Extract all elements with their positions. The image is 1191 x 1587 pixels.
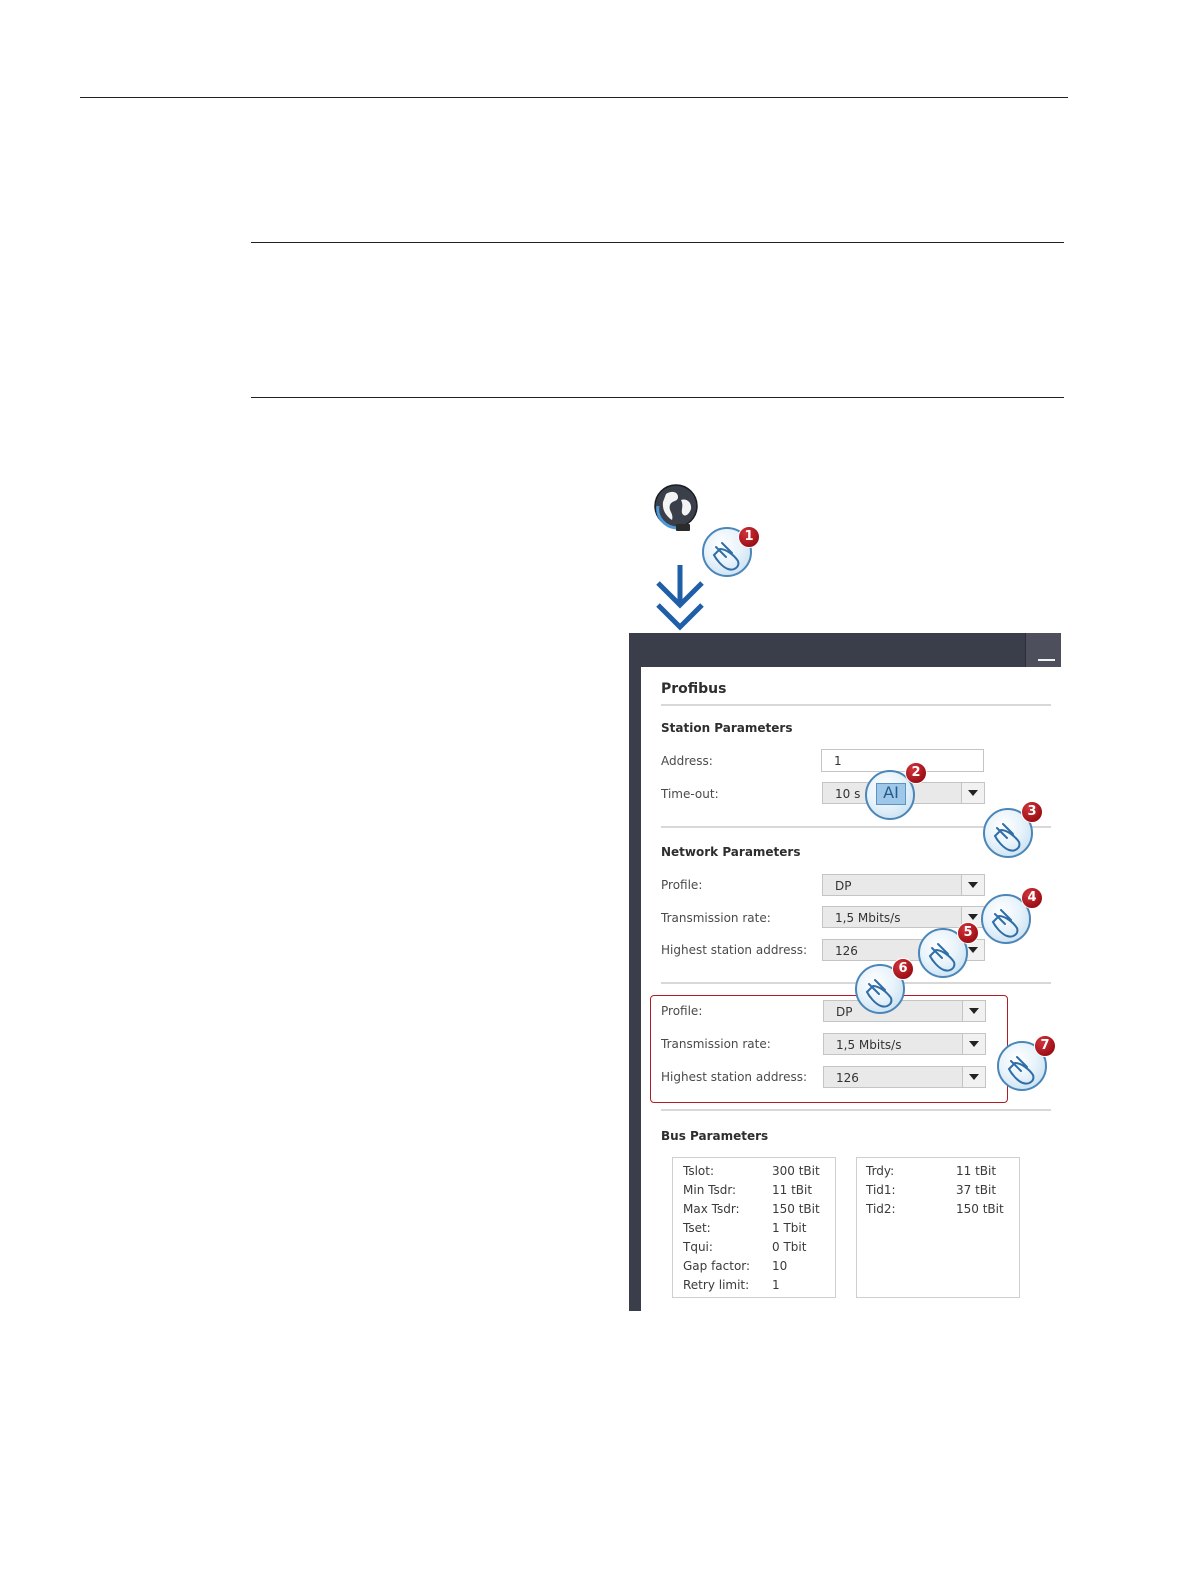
globe-network-icon[interactable]	[648, 480, 708, 540]
header-rule	[80, 97, 1068, 98]
separator	[661, 1109, 1051, 1111]
bus-parameters-heading: Bus Parameters	[661, 1129, 769, 1143]
address-input[interactable]	[821, 749, 984, 772]
bus-param-name: Tid2:	[866, 1202, 896, 1216]
bus-param-value: 37 tBit	[956, 1183, 997, 1197]
note-rule-bottom	[251, 397, 1064, 398]
address-value: 1	[834, 754, 842, 768]
bus-param-value: 150 tBit	[772, 1202, 820, 1216]
profile-dropdown-arrow[interactable]	[962, 1001, 985, 1021]
bus-param-name: Gap factor:	[683, 1259, 751, 1273]
ai-input-icon: AI	[876, 783, 906, 805]
highest-station-address-value: 126	[835, 944, 858, 958]
bus-param-name: Tqui:	[683, 1240, 713, 1254]
highest-station-address-label: Highest station address:	[661, 943, 808, 957]
transmission-rate-value: 1,5 Mbits/s	[835, 911, 901, 925]
note-rule-top	[251, 242, 1064, 243]
timeout-label: Time-out:	[661, 787, 719, 801]
bus-param-value: 0 Tbit	[772, 1240, 807, 1254]
profile-label: Profile:	[661, 1004, 703, 1018]
panel-title: Profibus	[661, 681, 727, 697]
highest-station-address-select[interactable]	[823, 1066, 986, 1088]
profile-value: DP	[835, 879, 852, 893]
bus-param-name: Min Tsdr:	[683, 1183, 737, 1197]
bus-param-name: Trdy:	[866, 1164, 895, 1178]
network-parameters-heading: Network Parameters	[661, 845, 801, 859]
step-badge-6: 6	[892, 958, 914, 980]
transmission-rate-select[interactable]	[823, 1033, 986, 1055]
minimize-icon[interactable]	[1025, 633, 1061, 667]
bus-param-name: Retry limit:	[683, 1278, 750, 1292]
highest-station-address-label: Highest station address:	[661, 1070, 808, 1084]
bus-param-value: 1	[772, 1278, 780, 1292]
bus-param-value: 150 tBit	[956, 1202, 1004, 1216]
profile-value: DP	[836, 1005, 853, 1019]
panel-left-edge	[629, 667, 641, 1311]
bus-parameters-left	[672, 1157, 836, 1298]
transmission-rate-dropdown-arrow[interactable]	[962, 1034, 985, 1054]
profile-dropdown-arrow[interactable]	[961, 875, 984, 895]
bus-param-value: 11 tBit	[772, 1183, 813, 1197]
address-label: Address:	[661, 754, 713, 768]
bus-parameters-right	[856, 1157, 1020, 1298]
highest-station-address-dropdown-arrow[interactable]	[962, 1067, 985, 1087]
transmission-rate-value: 1,5 Mbits/s	[836, 1038, 902, 1052]
highest-station-address-value: 126	[836, 1071, 859, 1085]
bus-param-value: 300 tBit	[772, 1164, 820, 1178]
station-parameters-heading: Station Parameters	[661, 721, 793, 735]
transmission-rate-label: Transmission rate:	[661, 1037, 771, 1051]
bus-param-value: 1 Tbit	[772, 1221, 807, 1235]
step-badge-7: 7	[1034, 1035, 1056, 1057]
bus-param-name: Max Tsdr:	[683, 1202, 740, 1216]
timeout-dropdown-arrow[interactable]	[961, 783, 984, 803]
step-badge-3: 3	[1021, 801, 1043, 823]
bus-param-value: 10	[772, 1259, 788, 1273]
step-badge-2: 2	[905, 762, 927, 784]
bus-param-name: Tslot:	[683, 1164, 715, 1178]
profile-label: Profile:	[661, 878, 703, 892]
step-badge-5: 5	[957, 922, 979, 944]
transmission-rate-label: Transmission rate:	[661, 911, 771, 925]
timeout-value: 10 s	[835, 787, 861, 801]
separator	[661, 704, 1051, 706]
profile-select[interactable]	[822, 874, 985, 896]
panel-titlebar	[629, 633, 1061, 667]
step-badge-4: 4	[1021, 887, 1043, 909]
bus-param-name: Tset:	[683, 1221, 711, 1235]
bus-param-name: Tid1:	[866, 1183, 896, 1197]
double-chevron-down-icon	[652, 563, 708, 631]
bus-param-value: 11 tBit	[956, 1164, 997, 1178]
step-badge-1: 1	[738, 526, 760, 548]
profibus-properties-panel	[629, 633, 1061, 1311]
